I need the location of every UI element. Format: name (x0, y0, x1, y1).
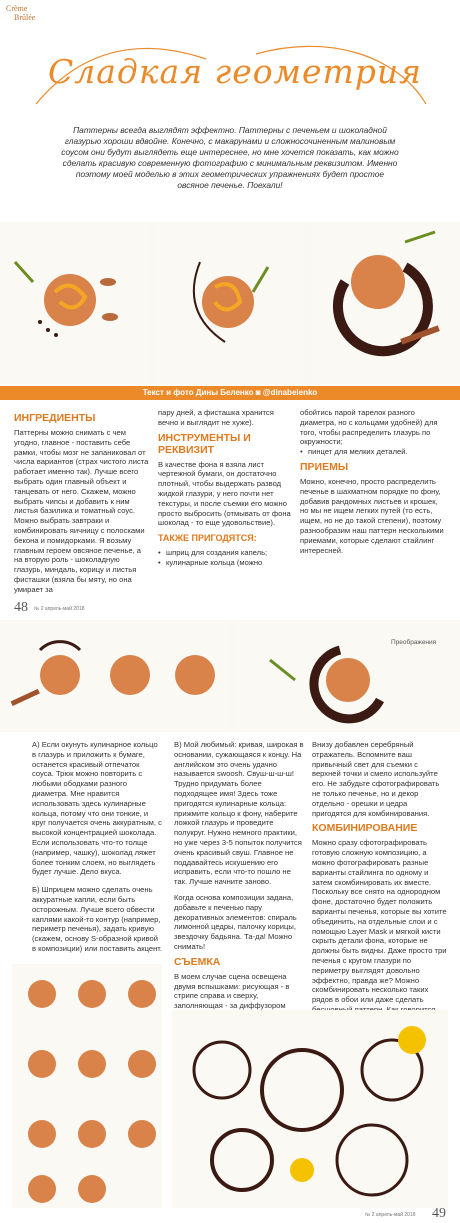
heading-tools: ИНСТРУМЕНТЫ И РЕКВИЗИТ (158, 431, 251, 456)
page-title: Сладкая геометрия (47, 52, 423, 91)
page-number-49: 49 (432, 1206, 446, 1221)
intro-paragraph: Паттерны всегда выглядят эффектно. Паттерны с печеньем и шоколадной глазурью хороши вдвойне. Конечно, с макарунами и сложносочиненным малиновым соусом они будут выглядеть еще интереснее, но мне хочется показать, как можно сделать красивую современную фотографию с минимальным реквизитом. Именно поэтому моей моделью в этих геометрических упражнениях будет простое овсяное печенье. Поехали! (61, 125, 399, 190)
credit-bar (0, 386, 460, 400)
top-photo-strip (0, 222, 460, 384)
heading-combining: КОМБИНИРОВАНИЕ (312, 822, 418, 835)
credit-text: Текст и фото Дины Беленко (142, 388, 254, 397)
shooting-text: В моем случае сцена освещена двумя вспышками: рисующая - в стрипе справа и сверху, заполняющая - за диффузором (174, 971, 290, 1011)
heading-also: ТАКЖЕ ПРИГОДЯТСЯ: (158, 533, 257, 544)
p49-column-2 (174, 740, 304, 1021)
shooting-text-cont: Внизу добавлен серебряный отражатель. Вспомните ваш привычный свет для съемки с верхней точки и смело используйте его. Не забудьте сфотографировать не только печенье, но и декор отдельно - орешки и цедра пригодятся для комбинирования. (312, 740, 440, 818)
chocolate-rings-image (172, 1010, 448, 1208)
bottom-left-photo (12, 964, 162, 1208)
column-1 (14, 408, 150, 595)
page-number-48: 48 (14, 600, 28, 615)
tools-list-cont (300, 447, 446, 457)
technique-v-text-2: Когда основа композиции задана, добавьте к печенью пару декоративных элементов: спираль лимонной цедры, палочку корицы, звездочку бадьяна. Та-да! Можно снимать! (174, 892, 297, 951)
combining-text: Можно сразу сфотографировать готовую сложную композицию, а можно фотографировать разные варианты стайлинга по одному и затем скомбинировать их вместе. Поскольку все снято на однородном фоне, достаточно будет положить варианты печенья, которые вы хотите объединить, на отдельные слои и с помощью Layer Mask и мягкой кисти скрыть детали фона, которые не должны быть видны. Даже просто три печенья с кругом глазури по периметру выглядят довольно эффектно, правда же? Можно скомбинировать несколько таких рядов в обои или даже сделать (312, 838, 447, 1005)
cookie-wallpaper-image (12, 964, 162, 1208)
section-tag: Преображения (391, 639, 437, 646)
column-2 (158, 408, 292, 568)
heading-techniques: ПРИЕМЫ (300, 460, 349, 473)
list-item: • пинцет для мелких деталей. (300, 447, 446, 457)
issue-label-49: № 2 апрель-май 2018 (365, 1212, 416, 1218)
heading-shooting: СЪЕМКА (174, 955, 221, 968)
technique-v-text: В) Мой любимый: кривая, широкая в основании, сужающаяся к концу. На английском это очень удачно называется swoosh. Свуш-ш-ш-ш! Трудно придумать более подходящее имя! Здесь тоже пригодятся кулинарные кольца: прижмите кольцо к фону, наберите ложкой глазурь и проведите полукруг. Нужно немного практики, но уже через 3-5 попыток получится очень красивый свуш. Главное не поддавайтесь искушению его исправить, если что-то пошло не так. Лучше начните заново. (174, 740, 304, 887)
brand-logo (6, 4, 35, 22)
technique-a-text: А) Если окунуть кулинарное кольцо в глазурь и приложить к бумаге, останется красивый отпечаток соуса. Трюк можно повторить с любыми ободками разного диаметра. Мне нравится использовать здесь кулинарные кольца, потому что они тонкие, и круг получается очень аккуратным, с высокой концентрацией шоколада. Если использовать что-то толще (например, чашку), шоколад ляжет более тонким слоем, но выглядеть будет лучше. Дело вкуса. (32, 740, 162, 877)
instagram-icon: ◙ (255, 388, 263, 397)
instagram-handle[interactable]: @dinabelenko (262, 388, 318, 397)
p49-column-1 (32, 740, 162, 954)
technique-b-text: Б) Шприцем можно сделать очень аккуратные капли, если быть осторожным. Лучше всего обвести каплями какой-то контур (например, периметр печенья), задать кривую (скажем, основу S-образной кривой в композиции) или поставить акцент. (32, 885, 163, 953)
ingredients-text-cont: пару дней, а фисташка хранится вечно и выглядит не хуже). (158, 408, 274, 427)
brand-line2: Brûlée (14, 13, 36, 22)
ingredients-text: Паттерны можно снимать с чем угодно, главное - поставить себе рамки, чтобы мозг не запаниковал от числа вариантов (страх чистого листа работает именно так). Лучше всего выбрать один главный объект и танцевать от него. Скажем, можно выбрать чипсы и добавить к ним листья базилика и томатный соус. Можно выбрать завтраки и комбинировать яичницу с полосками бекона и помидорками. Я возьму главным героем овсяное печенье, а на вторую роль - шоколадную глазурь, миндаль, корицу и листья фисташки (взяла бы мяту, но она умирает за (14, 428, 149, 594)
column-3 (300, 408, 446, 555)
heading-ingredients: ИНГРЕДИЕНТЫ (14, 412, 96, 424)
list-item: • шприц для создания капель; (158, 548, 292, 558)
cookie-photos-image (0, 222, 460, 384)
also-list (158, 548, 292, 568)
col3-text: обойтись парой тарелок разного диаметра, но с кольцами удобней) для того, чтобы распределить глазурь по окружности; (300, 408, 438, 447)
bottom-right-photo (172, 1010, 448, 1208)
techniques-text: Можно, конечно, просто распределить печенье в шахматном порядке по фону, добавив рандомных листьев и крошек, но мы не ищем легких путей (то есть, ищем, но не до такой степени), поэтому разнообразим наш паттерн несколькими приемами, которые сделают стайлинг интересней. (300, 476, 444, 555)
list-item: • кулинарные кольца (можно (158, 558, 292, 568)
tools-text: В качестве фона я взяла лист чертежной бумаги, он достаточно плотный, чтобы выдержать развод жидкой глазури, у него почти нет текстуры, и после съемки его можно просто выбросить (отмывать от фона шоколад - то еще удовольствие). (158, 459, 291, 528)
issue-label-48: № 2 апрель-май 2018 (34, 606, 85, 612)
p49-column-3 (312, 740, 448, 1025)
middle-photo-strip (0, 620, 460, 732)
brand-line1: Crème (6, 4, 28, 13)
cookie-patterns-image (0, 620, 460, 732)
